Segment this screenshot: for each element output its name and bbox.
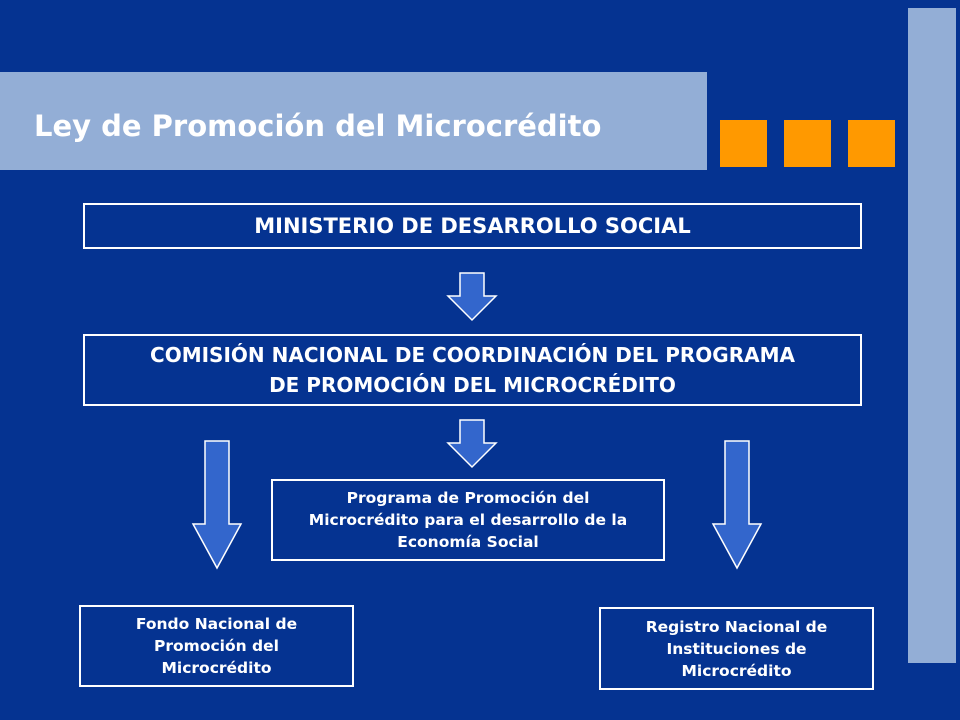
fund-box (79, 605, 354, 687)
orange-square-2 (784, 120, 831, 167)
program-box (271, 479, 665, 561)
ministry-label: MINISTERIO DE DESARROLLO SOCIAL (254, 214, 691, 238)
ministry-box (83, 203, 862, 249)
right-accent-bar (908, 8, 956, 663)
arrow-down-icon (711, 440, 763, 570)
commission-label: COMISIÓN NACIONAL DE COORDINACIÓN DEL PROGRAMA DE PROMOCIÓN DEL MICROCRÉDITO (150, 343, 795, 397)
orange-square-3 (848, 120, 895, 167)
arrow-down-icon (191, 440, 243, 570)
orange-square-1 (720, 120, 767, 167)
arrow-down-icon (446, 272, 498, 322)
arrow-down-icon (446, 419, 498, 469)
registry-box (599, 607, 874, 690)
commission-box (83, 334, 862, 406)
slide-title: Ley de Promoción del Microcrédito (34, 109, 602, 143)
fund-label: Fondo Nacional de Promoción del Microcrédito (135, 615, 298, 677)
registry-label: Registro Nacional de Instituciones de Microcrédito (645, 617, 828, 680)
program-label: Programa de Promoción del Microcrédito para el desarrollo de la Economía Social (308, 489, 628, 551)
